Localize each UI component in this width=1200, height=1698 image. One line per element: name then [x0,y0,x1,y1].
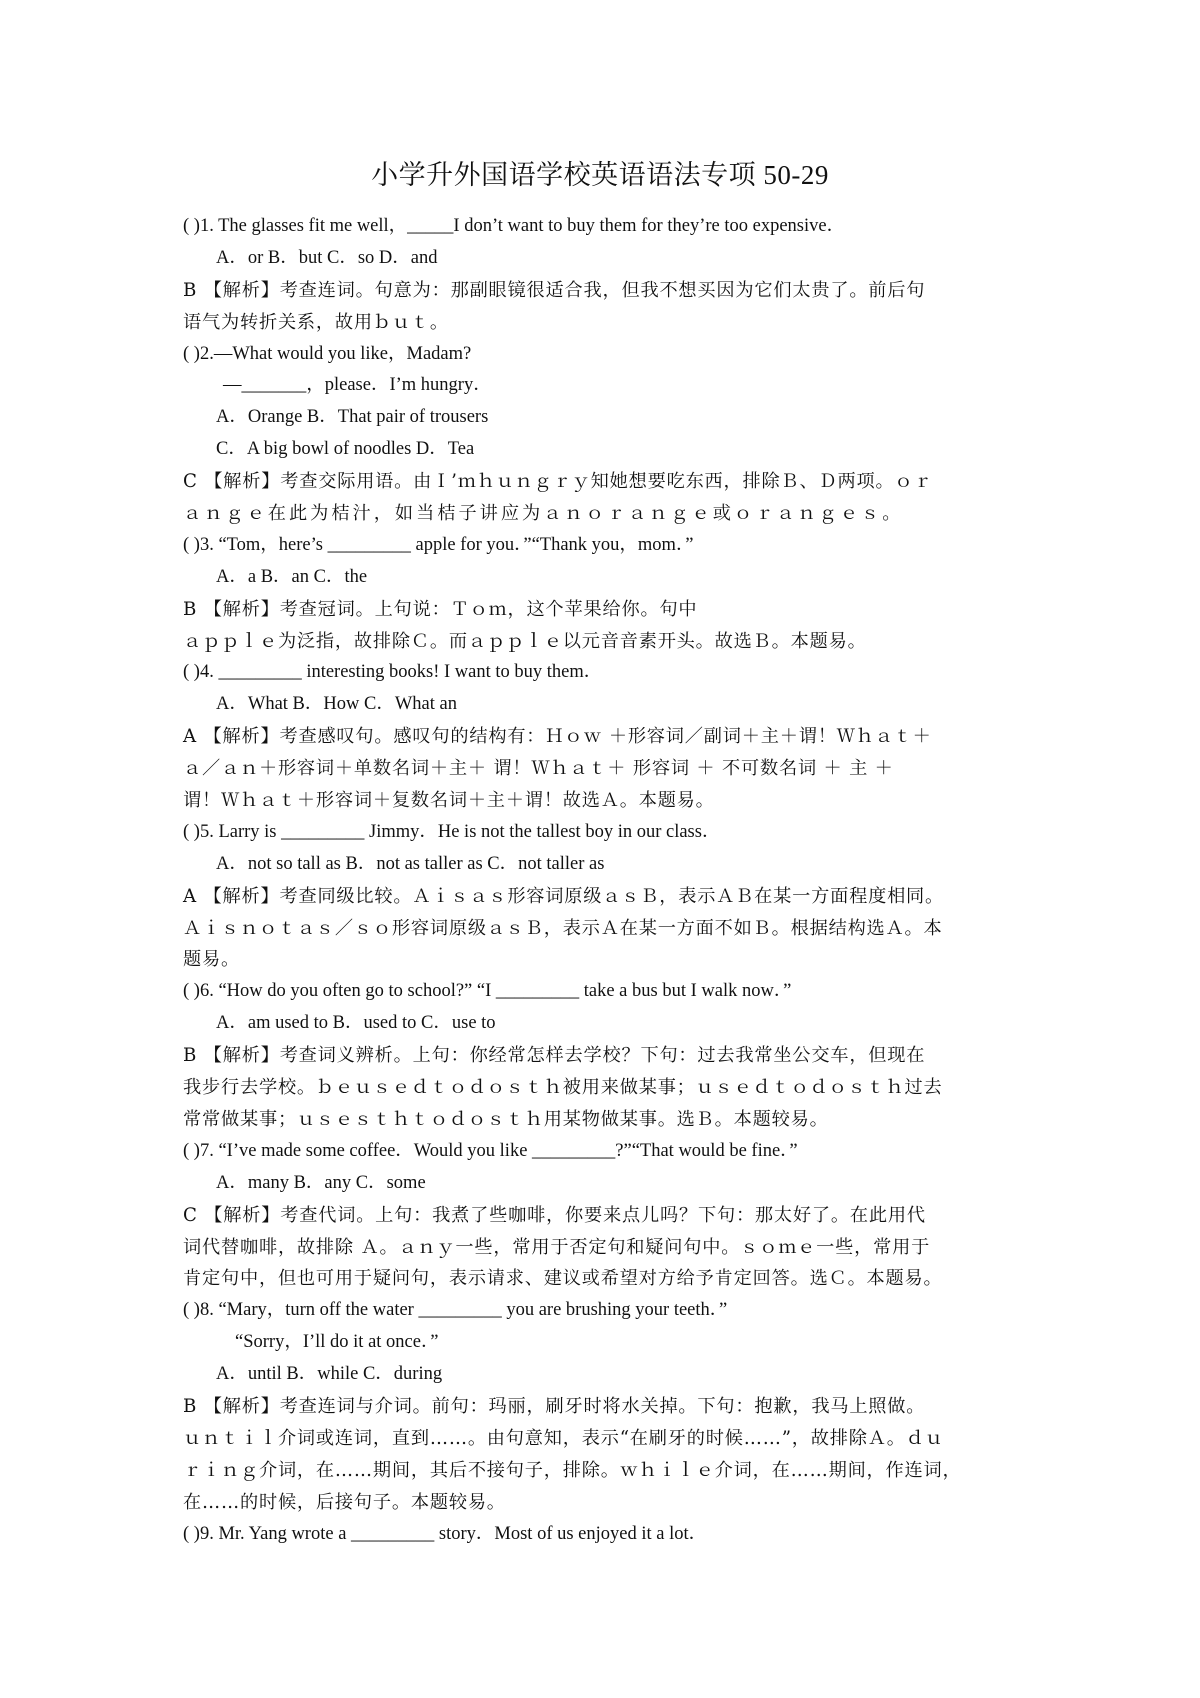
options-line: C．A big bowl of noodles D．Tea [216,439,475,460]
dialogue-line: —_______，please．I’m hungry． [223,375,492,396]
options-line: A．or B．but C．so D．and [216,247,438,268]
explanation-line: A 【解析】考查同级比较。Ａｉｓａｓ形容词原级ａｓＢ，表示ＡＢ在某一方面程度相同。 [183,885,945,907]
question-line: ( )1. The glasses fit me well，_____I don’t want to buy them for they’re too expensive． [183,216,846,236]
question-line: ( )7. “I’ve made some coffee．Would you like _________?”“That would be fine．” [183,1140,798,1161]
question-line: ( )8. “Mary，turn off the water _________ you are brushing your teeth．” [183,1300,728,1321]
explanation-line: 肯定句中，但也可用于疑问句，表示请求、建议或希望对方给予肯定回答。选Ｃ。本题易。 [183,1268,943,1290]
question-line: ( )6. “How do you often go to school?” “I _________ take a bus but I walk now．” [183,981,792,1002]
explanation-line: ａｎｇｅ在此为桔汁，如当桔子讲应为ａｎｏｒａｎｇｅ或ｏｒａｎｇｅｓ。 [183,503,904,525]
explanation-line: 题易。 [183,949,240,971]
explanation-line: 在……的时候，后接句子。本题较易。 [183,1491,506,1513]
options-line: A．until B．while C．during [216,1364,443,1385]
page-title: 小学升外国语学校英语语法专项 50-29 [371,160,829,190]
explanation-line: 语气为转折关系，故用ｂｕｔ。 [183,311,449,333]
question-line: ( )4. _________ interesting books! I want to buy them． [183,662,603,683]
question-line: ( )9. Mr. Yang wrote a _________ story．Most of us enjoyed it a lot． [183,1523,708,1544]
options-line: A．a B．an C．the [216,566,368,587]
explanation-line: ｒｉｎｇ介词，在……期间，其后不接句子，排除。ｗｈｉｌｅ介词，在……期间，作连词， [183,1459,962,1481]
explanation-line: B 【解析】考查连词。句意为：那副眼镜很适合我，但我不想买因为它们太贵了。前后句 [183,279,926,301]
question-line: ( )5. Larry is _________ Jimmy．He is not the tallest boy in our class． [183,821,721,842]
document-body [183,211,1021,1550]
explanation-line: ｕｎｔｉｌ介词或连词，直到……。由句意知，表示“在刷牙的时候……”，故排除Ａ。ｄｕ [183,1427,944,1449]
explanation-line: Ａｉｓｎｏｔａｓ／ｓｏ形容词原级ａｓＢ，表示Ａ在某一方面不如Ｂ。根据结构选Ａ。本 [183,917,943,939]
question-line: ( )3. “Tom，here’s _________ apple for you．”“Thank you，mom．” [183,534,694,555]
explanation-line: B 【解析】考查词义辨析。上句：你经常怎样去学校？下句：过去我常坐公交车，但现在 [183,1045,926,1067]
explanation-line: ａｐｐｌｅ为泛指，故排除Ｃ。而ａｐｐｌｅ以元音音素开头。故选Ｂ。本题易。 [183,630,867,652]
options-line: A．What B．How C．What an [216,694,457,715]
explanation-line: A 【解析】考查感叹句。感叹句的结构有：Ｈｏｗ ＋形容词／副词＋主＋谓！Ｗｈａｔ＋ [183,726,932,748]
explanation-line: 我步行去学校。ｂｅｕｓｅｄｔｏｄｏｓｔｈ被用来做某事；ｕｓｅｄｔｏｄｏｓｔｈ过去 [183,1077,943,1099]
explanation-line: C 【解析】考查交际用语。由Ｉ’ｍｈｕｎｇｒｙ知她想要吃东西，排除Ｂ、Ｄ两项。ｏｒ [183,471,933,493]
question-line: ( )2.—What would you like，Madam? [183,343,472,364]
explanation-line: 谓！Ｗｈａｔ＋形容词＋复数名词＋主＋谓！故选Ａ。本题易。 [183,790,715,812]
dialogue-line: “Sorry，I’ll do it at once．” [235,1332,439,1353]
explanation-line: B 【解析】考查连词与介词。前句：玛丽，刷牙时将水关掉。下句：抱歉，我马上照做。 [183,1395,926,1417]
options-line: A．am used to B．used to C．use to [216,1013,496,1034]
explanation-line: C 【解析】考查代词。上句：我煮了些咖啡，你要来点儿吗？下句：那太好了。在此用代 [183,1204,926,1226]
options-line: A．not so tall as B．not as taller as C．not taller as [216,853,605,874]
options-line: A．Orange B．That pair of trousers [216,407,489,428]
explanation-line: 常常做某事；ｕｓｅｓｔｈｔｏｄｏｓｔｈ用某物做某事。选Ｂ。本题较易。 [183,1108,829,1130]
explanation-line: 词代替咖啡，故排除 Ａ。ａｎｙ一些，常用于否定句和疑问句中。ｓｏｍｅ一些，常用于 [183,1236,931,1258]
explanation-line: B 【解析】考查冠词。上句说：Ｔｏｍ，这个苹果给你。句中 [183,598,698,620]
options-line: A．many B．any C．some [216,1172,426,1193]
explanation-line: ａ／ａｎ＋形容词＋单数名词＋主＋ 谓！Ｗｈａｔ＋ 形容词 ＋ 不可数名词 ＋ 主 ＋ [183,758,894,780]
